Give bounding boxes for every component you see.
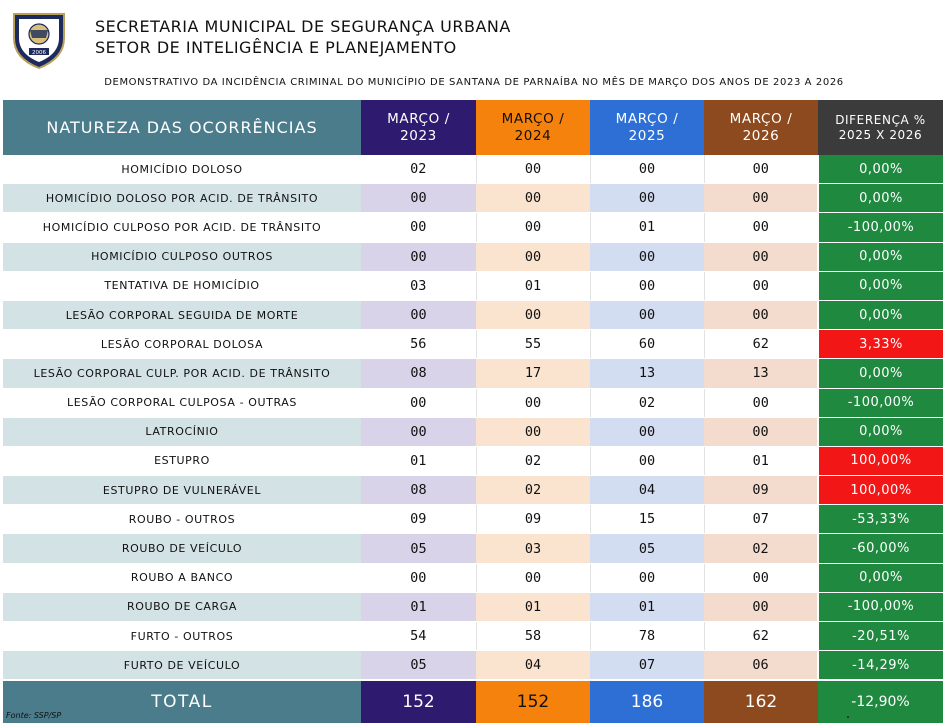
total-row xyxy=(3,680,943,723)
cell-2025: 15 xyxy=(590,505,704,534)
table-row xyxy=(3,271,943,300)
total-2023: 152 xyxy=(361,680,476,723)
cell-difference: 0,00% xyxy=(818,359,943,388)
cell-2025: 01 xyxy=(590,213,704,242)
table-row xyxy=(3,592,943,621)
cell-difference: 0,00% xyxy=(818,563,943,592)
row-label: HOMICÍDIO CULPOSO OUTROS xyxy=(3,242,361,271)
table-row xyxy=(3,184,943,213)
cell-2026: 00 xyxy=(704,242,818,271)
row-label: ROUBO - OUTROS xyxy=(3,505,361,534)
row-label: ESTUPRO DE VULNERÁVEL xyxy=(3,476,361,505)
total-2024: 152 xyxy=(476,680,590,723)
header-nature: NATUREZA DAS OCORRÊNCIAS xyxy=(3,100,361,155)
cell-2026: 06 xyxy=(704,651,818,681)
cell-2024: 02 xyxy=(476,476,590,505)
cell-2023: 08 xyxy=(361,359,476,388)
cell-difference: 0,00% xyxy=(818,300,943,329)
cell-2023: 09 xyxy=(361,505,476,534)
cell-2024: 55 xyxy=(476,330,590,359)
cell-2026: 00 xyxy=(704,563,818,592)
crime-table xyxy=(3,100,943,723)
cell-2025: 13 xyxy=(590,359,704,388)
cell-2024: 09 xyxy=(476,505,590,534)
cell-2023: 56 xyxy=(361,330,476,359)
row-label: FURTO DE VEÍCULO xyxy=(3,651,361,681)
row-label: LESÃO CORPORAL CULPOSA - OUTRAS xyxy=(3,388,361,417)
cell-2025: 00 xyxy=(590,242,704,271)
cell-2026: 00 xyxy=(704,592,818,621)
total-2026: 162 xyxy=(704,680,818,723)
cell-2026: 00 xyxy=(704,388,818,417)
cell-2026: 01 xyxy=(704,446,818,475)
cell-2023: 00 xyxy=(361,184,476,213)
cell-2024: 00 xyxy=(476,184,590,213)
cell-2026: 00 xyxy=(704,300,818,329)
cell-difference: -60,00% xyxy=(818,534,943,563)
cell-2023: 54 xyxy=(361,622,476,651)
cell-2025: 07 xyxy=(590,651,704,681)
table-row xyxy=(3,563,943,592)
cell-2023: 08 xyxy=(361,476,476,505)
row-label: ROUBO A BANCO xyxy=(3,563,361,592)
cell-2026: 00 xyxy=(704,417,818,446)
cell-2025: 60 xyxy=(590,330,704,359)
cell-2025: 04 xyxy=(590,476,704,505)
cell-2023: 00 xyxy=(361,417,476,446)
row-label: ROUBO DE CARGA xyxy=(3,592,361,621)
cell-2025: 00 xyxy=(590,563,704,592)
cell-2024: 17 xyxy=(476,359,590,388)
cell-2025: 78 xyxy=(590,622,704,651)
cell-2025: 00 xyxy=(590,271,704,300)
row-label: HOMICÍDIO CULPOSO POR ACID. DE TRÂNSITO xyxy=(3,213,361,242)
decorative-dot xyxy=(847,716,849,718)
cell-2025: 00 xyxy=(590,184,704,213)
header-2026: MARÇO / 2026 xyxy=(704,100,818,155)
header-line2: SETOR DE INTELIGÊNCIA E PLANEJAMENTO xyxy=(95,38,457,57)
header-2023: MARÇO / 2023 xyxy=(361,100,476,155)
header-2024: MARÇO / 2024 xyxy=(476,100,590,155)
cell-2024: 03 xyxy=(476,534,590,563)
cell-2025: 05 xyxy=(590,534,704,563)
table-row xyxy=(3,446,943,475)
cell-2024: 00 xyxy=(476,388,590,417)
cell-2023: 05 xyxy=(361,534,476,563)
header-2025: MARÇO / 2025 xyxy=(590,100,704,155)
row-label: ESTUPRO xyxy=(3,446,361,475)
row-label: HOMICÍDIO DOLOSO xyxy=(3,155,361,184)
header-difference: DIFERENÇA % 2025 X 2026 xyxy=(818,100,943,155)
table-row xyxy=(3,300,943,329)
cell-difference: -100,00% xyxy=(818,388,943,417)
cell-difference: -100,00% xyxy=(818,592,943,621)
cell-2024: 01 xyxy=(476,592,590,621)
table-row xyxy=(3,651,943,681)
table-row xyxy=(3,505,943,534)
row-label: HOMICÍDIO DOLOSO POR ACID. DE TRÂNSITO xyxy=(3,184,361,213)
cell-2023: 03 xyxy=(361,271,476,300)
total-label: TOTAL xyxy=(3,680,361,723)
cell-2026: 00 xyxy=(704,184,818,213)
cell-2023: 01 xyxy=(361,446,476,475)
cell-2024: 00 xyxy=(476,242,590,271)
source-note: Fonte: SSP/SP xyxy=(6,711,62,720)
cell-difference: 3,33% xyxy=(818,330,943,359)
cell-2023: 01 xyxy=(361,592,476,621)
table-row xyxy=(3,417,943,446)
report-subtitle: DEMONSTRATIVO DA INCIDÊNCIA CRIMINAL DO MUNICÍPIO DE SANTANA DE PARNAÍBA NO MÊS DE MARÇO DOS ANOS DE 2023 A 2026 xyxy=(104,77,844,88)
cell-2023: 05 xyxy=(361,651,476,681)
row-label: LATROCÍNIO xyxy=(3,417,361,446)
cell-2026: 62 xyxy=(704,330,818,359)
row-label: LESÃO CORPORAL CULP. POR ACID. DE TRÂNSITO xyxy=(3,359,361,388)
cell-2026: 13 xyxy=(704,359,818,388)
cell-2026: 62 xyxy=(704,622,818,651)
total-2025: 186 xyxy=(590,680,704,723)
cell-2023: 00 xyxy=(361,388,476,417)
cell-2025: 02 xyxy=(590,388,704,417)
cell-2026: 07 xyxy=(704,505,818,534)
cell-difference: -53,33% xyxy=(818,505,943,534)
cell-2026: 00 xyxy=(704,155,818,184)
header-titles xyxy=(95,16,511,58)
cell-difference: 100,00% xyxy=(818,476,943,505)
cell-difference: -14,29% xyxy=(818,651,943,681)
cell-2023: 00 xyxy=(361,242,476,271)
row-label: TENTATIVA DE HOMICÍDIO xyxy=(3,271,361,300)
cell-2026: 00 xyxy=(704,213,818,242)
cell-2024: 02 xyxy=(476,446,590,475)
cell-difference: -20,51% xyxy=(818,622,943,651)
cell-2024: 00 xyxy=(476,563,590,592)
row-label: ROUBO DE VEÍCULO xyxy=(3,534,361,563)
table-row xyxy=(3,155,943,184)
cell-2024: 00 xyxy=(476,213,590,242)
cell-2023: 02 xyxy=(361,155,476,184)
cell-difference: 0,00% xyxy=(818,184,943,213)
table-row xyxy=(3,359,943,388)
logo-year: 2006 xyxy=(32,50,46,56)
cell-2023: 00 xyxy=(361,213,476,242)
row-label: LESÃO CORPORAL DOLOSA xyxy=(3,330,361,359)
cell-2023: 00 xyxy=(361,300,476,329)
cell-2025: 00 xyxy=(590,155,704,184)
cell-2025: 00 xyxy=(590,300,704,329)
cell-2026: 09 xyxy=(704,476,818,505)
cell-2024: 58 xyxy=(476,622,590,651)
cell-2024: 04 xyxy=(476,651,590,681)
cell-difference: 0,00% xyxy=(818,417,943,446)
table-row xyxy=(3,242,943,271)
table-row xyxy=(3,213,943,242)
cell-2025: 01 xyxy=(590,592,704,621)
police-badge-icon xyxy=(8,8,70,70)
total-difference: -12,90% xyxy=(818,680,943,723)
cell-2025: 00 xyxy=(590,446,704,475)
cell-2024: 00 xyxy=(476,417,590,446)
table-row xyxy=(3,622,943,651)
table-header-row xyxy=(3,100,943,155)
cell-difference: 100,00% xyxy=(818,446,943,475)
cell-2026: 00 xyxy=(704,271,818,300)
cell-difference: 0,00% xyxy=(818,155,943,184)
table-row xyxy=(3,534,943,563)
row-label: FURTO - OUTROS xyxy=(3,622,361,651)
cell-2024: 00 xyxy=(476,300,590,329)
cell-difference: -100,00% xyxy=(818,213,943,242)
header-line1: SECRETARIA MUNICIPAL DE SEGURANÇA URBANA xyxy=(95,17,511,36)
row-label: LESÃO CORPORAL SEGUIDA DE MORTE xyxy=(3,300,361,329)
table-row xyxy=(3,476,943,505)
cell-2024: 00 xyxy=(476,155,590,184)
table-row xyxy=(3,330,943,359)
cell-2024: 01 xyxy=(476,271,590,300)
cell-difference: 0,00% xyxy=(818,242,943,271)
cell-2023: 00 xyxy=(361,563,476,592)
cell-2025: 00 xyxy=(590,417,704,446)
cell-2026: 02 xyxy=(704,534,818,563)
table-row xyxy=(3,388,943,417)
cell-difference: 0,00% xyxy=(818,271,943,300)
